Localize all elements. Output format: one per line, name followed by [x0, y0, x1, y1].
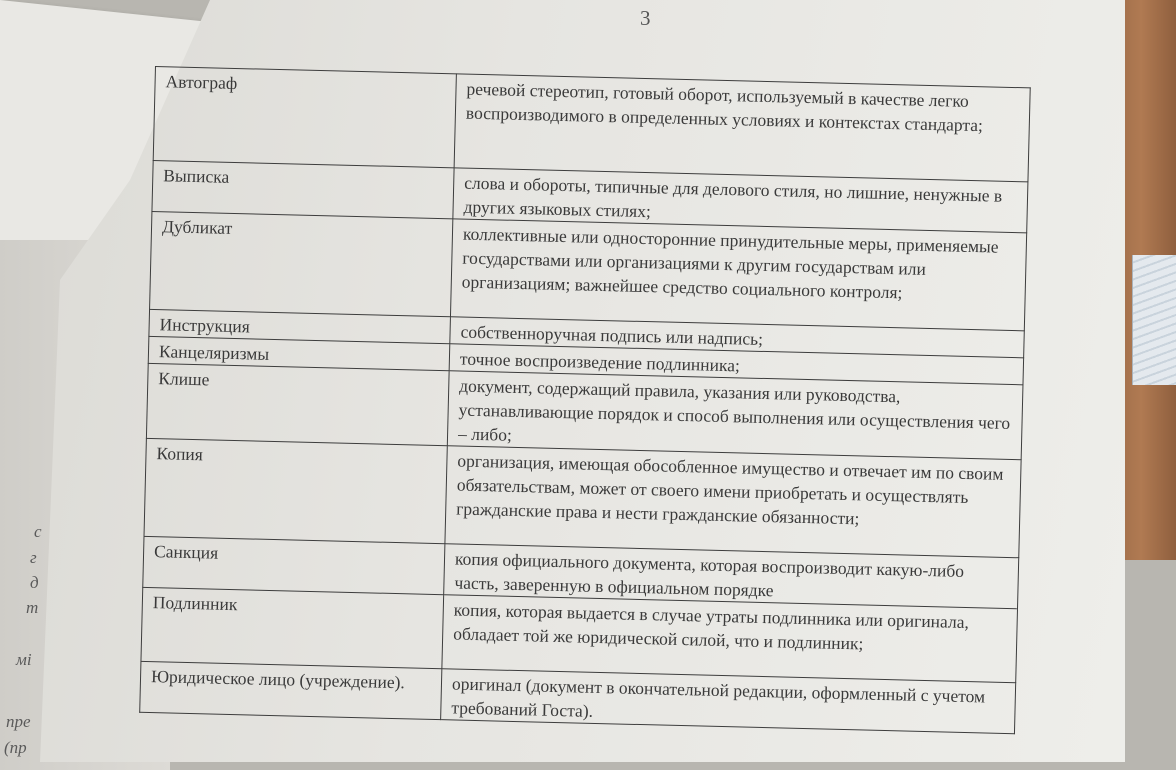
term-cell: Автограф: [153, 67, 456, 168]
margin-fragment: пре: [6, 712, 31, 731]
definition-cell: организация, имеющая обособленное имущество и отвечает им по своим обязательствам, может от своего имени приобретать и осуществлять гражданские права и нести гражданские обязанности;: [445, 446, 1021, 558]
margin-fragment: мі: [16, 650, 32, 669]
terms-table: [139, 66, 1031, 734]
definition-cell: слова и обороты, типичные для делового стиля, но лишние, ненужные в других языковых стилях;: [453, 168, 1028, 233]
margin-fragment: т: [26, 598, 39, 617]
margin-fragment: д: [30, 573, 39, 592]
spiral-notebook: [1132, 255, 1176, 385]
page-number: 3: [640, 6, 651, 30]
term-cell: Копия: [144, 438, 447, 543]
term-cell: Канцеляризмы: [148, 336, 450, 370]
term-cell: Дубликат: [150, 211, 453, 316]
term-cell: Выписка: [152, 160, 454, 218]
definition-cell: точное воспроизведение подлинника;: [449, 344, 1023, 385]
definition-cell: оригинал (документ в окончательной редакции, оформленный с учетом требований Госта).: [441, 669, 1016, 734]
term-cell: Инструкция: [149, 309, 451, 343]
definition-cell: копия, которая выдается в случае утраты подлинника или оригинала, обладает той же юридической силой, что и подлинник;: [442, 595, 1018, 683]
margin-fragment: с: [34, 522, 42, 541]
definition-cell: собственноручная подпись или надпись;: [450, 317, 1024, 358]
margin-fragment: г: [30, 548, 37, 567]
definition-cell: речевой стереотип, готовый оборот, используемый в качестве легко воспроизводимого в определенных условиях и контекстах стандарта;: [454, 74, 1030, 182]
term-cell: Юридическое лицо (учреждение).: [140, 661, 442, 719]
definition-cell: коллективные или односторонние принудительные меры, применяемые государствами или организациями к другим государствам или организациям; важнейшее средство социального контроля;: [450, 219, 1026, 331]
term-cell: Клише: [146, 363, 449, 445]
term-cell: Санкция: [143, 536, 445, 594]
margin-fragment: (пр: [4, 738, 27, 757]
term-cell: Подлинник: [141, 587, 444, 668]
definition-cell: документ, содержащий правила, указания или руководства, устанавливающие порядок и способ выполнения или осуществления чего – либо;: [447, 371, 1023, 460]
definition-cell: копия официального документа, которая воспроизводит какую-либо часть, заверенную в официальном порядке: [444, 544, 1019, 609]
